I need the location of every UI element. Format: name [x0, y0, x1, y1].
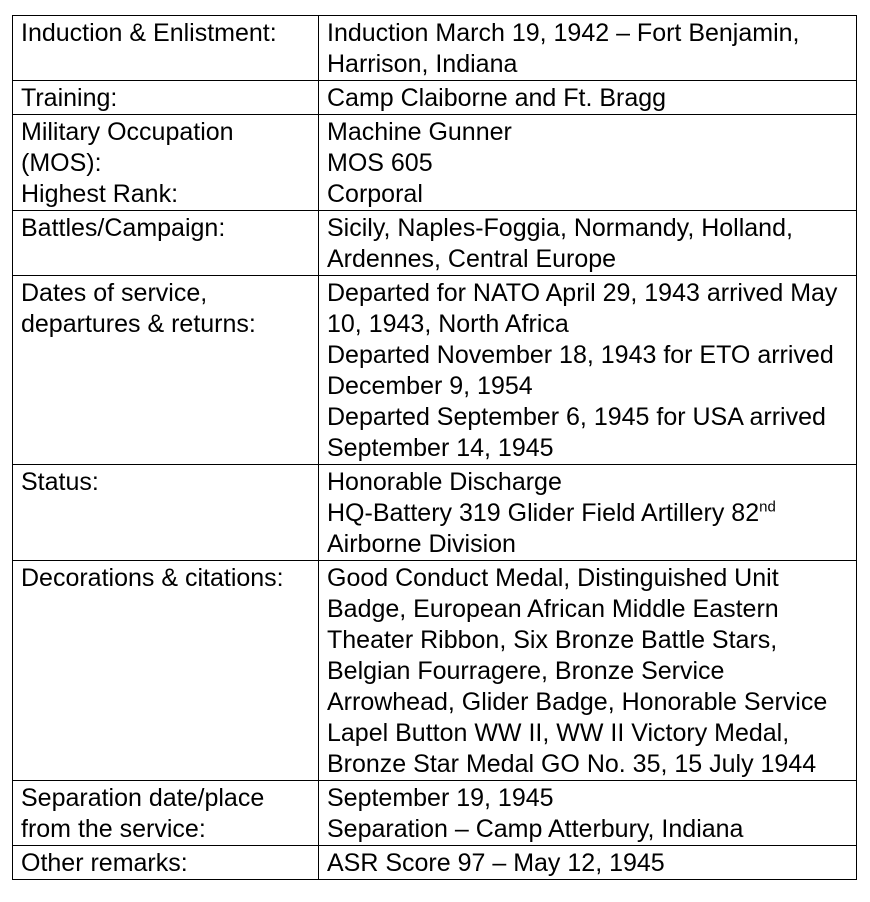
service-record-table — [12, 15, 857, 880]
row-label: Military Occupation (MOS): — [21, 118, 234, 177]
row-label: Battles/Campaign: — [21, 214, 226, 242]
value-cell — [319, 846, 857, 880]
row-value: MOS 605 — [327, 149, 433, 177]
unit-text: Airborne Division — [327, 530, 516, 558]
row-value: Camp Claiborne and Ft. Bragg — [327, 84, 667, 112]
row-value: Corporal — [327, 180, 423, 208]
row-value: Honorable Discharge — [327, 468, 562, 496]
label-cell — [13, 16, 319, 81]
row-label: Separation date/place from the service: — [21, 784, 265, 843]
row-label: Highest Rank: — [21, 180, 179, 208]
row-induction — [13, 16, 857, 81]
row-value: Departed for NATO April 29, 1943 arrived May 10, 1943, North Africa — [327, 279, 838, 338]
row-other-remarks — [13, 846, 857, 880]
label-cell — [13, 276, 319, 465]
row-value: Departed November 18, 1943 for ETO arrived December 9, 1954 — [327, 341, 834, 400]
unit-line — [327, 498, 850, 560]
value-cell — [319, 781, 857, 846]
label-cell — [13, 115, 319, 211]
row-value: Separation – Camp Atterbury, Indiana — [327, 815, 744, 843]
value-cell — [319, 211, 857, 276]
unit-text: HQ-Battery 319 Glider Field Artillery 82 — [327, 499, 760, 527]
row-occupation — [13, 115, 857, 211]
row-value: Induction March 19, 1942 – Fort Benjamin, Harrison, Indiana — [327, 19, 800, 78]
row-value: Sicily, Naples-Foggia, Normandy, Holland, Ardennes, Central Europe — [327, 214, 793, 273]
value-cell — [319, 465, 857, 561]
label-cell — [13, 561, 319, 781]
row-value: ASR Score 97 – May 12, 1945 — [327, 849, 665, 877]
row-value: Machine Gunner — [327, 118, 512, 146]
label-cell — [13, 465, 319, 561]
row-decorations — [13, 561, 857, 781]
row-separation — [13, 781, 857, 846]
row-value: September 19, 1945 — [327, 784, 554, 812]
label-cell — [13, 81, 319, 115]
value-cell — [319, 561, 857, 781]
value-cell — [319, 276, 857, 465]
row-label: Decorations & citations: — [21, 564, 284, 592]
row-label: Dates of service, departures & returns: — [21, 279, 256, 338]
value-cell — [319, 81, 857, 115]
label-cell — [13, 846, 319, 880]
row-dates-of-service — [13, 276, 857, 465]
row-training — [13, 81, 857, 115]
row-label: Induction & Enlistment: — [21, 19, 277, 47]
label-cell — [13, 781, 319, 846]
value-cell — [319, 16, 857, 81]
row-value: Good Conduct Medal, Distinguished Unit Badge, European African Middle Eastern Theater Ribbon, Six Bronze Battle Stars, Belgian Fourragere, Bronze Service Arrowhead, Glider Badge, Honorable Service Lapel Button WW II, WW II Victory Medal, Bronze Star Medal GO No. 35, 15 July 1944 — [327, 564, 828, 778]
value-cell — [319, 115, 857, 211]
row-status — [13, 465, 857, 561]
unit-ordinal-suffix: nd — [759, 498, 776, 516]
row-label: Other remarks: — [21, 849, 188, 877]
row-label: Status: — [21, 468, 99, 496]
row-label: Training: — [21, 84, 118, 112]
row-battles — [13, 211, 857, 276]
label-cell — [13, 211, 319, 276]
row-value: Departed September 6, 1945 for USA arrived September 14, 1945 — [327, 403, 826, 462]
